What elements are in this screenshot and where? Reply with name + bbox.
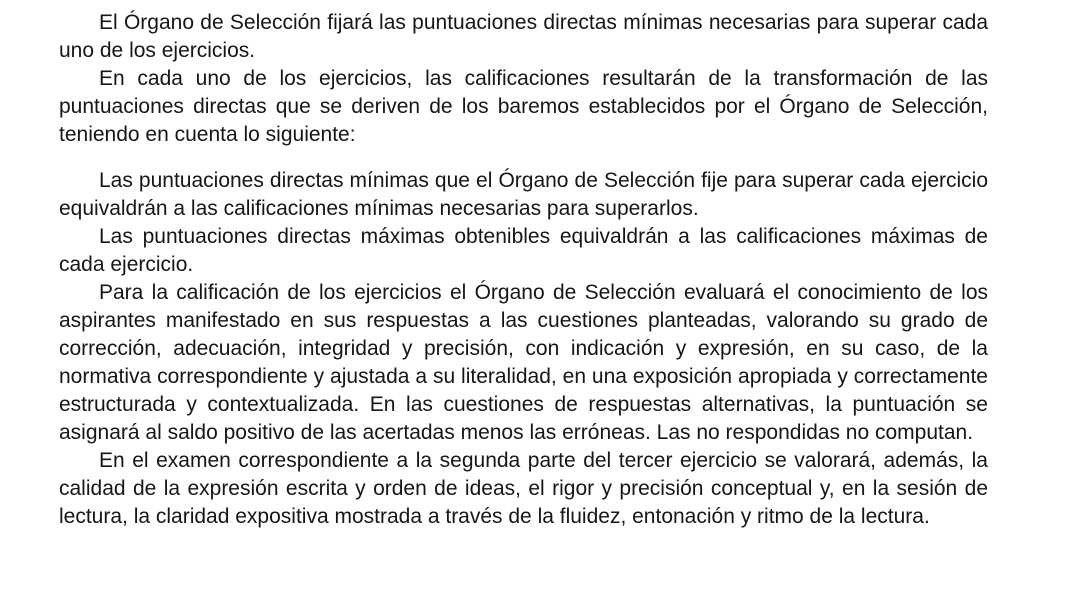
paragraph-maximum-equivalence: Las puntuaciones directas máximas obtenibles equivaldrán a las calificaciones máximas de cada ejercicio. — [59, 225, 988, 276]
paragraph-evaluation-criteria: Para la calificación de los ejercicios el Órgano de Selección evaluará el conocimiento de los aspirantes manifestado en sus respuestas a las cuestiones planteadas, valorando su grado de corrección, adecuación, integridad y precisión, con indicación y expresión, en su caso, de la normativa correspondiente y ajustada a su literalidad, en una exposición apropiada y correctamente estructurada y contextualizada. En las cuestiones de respuestas alternativas, la puntuación se asignará al saldo positivo de las acertadas menos las erróneas. Las no respondidas no computan. — [59, 281, 988, 444]
paragraph-third-exercise: En el examen correspondiente a la segunda parte del tercer ejercicio se valorará, además, la calidad de la expresión escrita y orden de ideas, el rigor y precisión conceptual y, en la sesión de lectura, la claridad expositiva mostrada a través de la fluidez, entonación y ritmo de la lectura. — [59, 449, 988, 528]
paragraph-minimum-scores: El Órgano de Selección fijará las puntuaciones directas mínimas necesarias para superar cada uno de los ejercicios. — [59, 11, 988, 62]
paragraph-score-transformation: En cada uno de los ejercicios, las calificaciones resultarán de la transformación de las puntuaciones directas que se deriven de los baremos establecidos por el Órgano de Selección, teniendo en cuenta lo siguiente: — [59, 67, 988, 146]
paragraph-minimum-equivalence: Las puntuaciones directas mínimas que el Órgano de Selección fije para superar cada ejercicio equivaldrán a las calificaciones mínimas necesarias para superarlos. — [59, 169, 988, 220]
paragraph-gap — [59, 149, 988, 167]
